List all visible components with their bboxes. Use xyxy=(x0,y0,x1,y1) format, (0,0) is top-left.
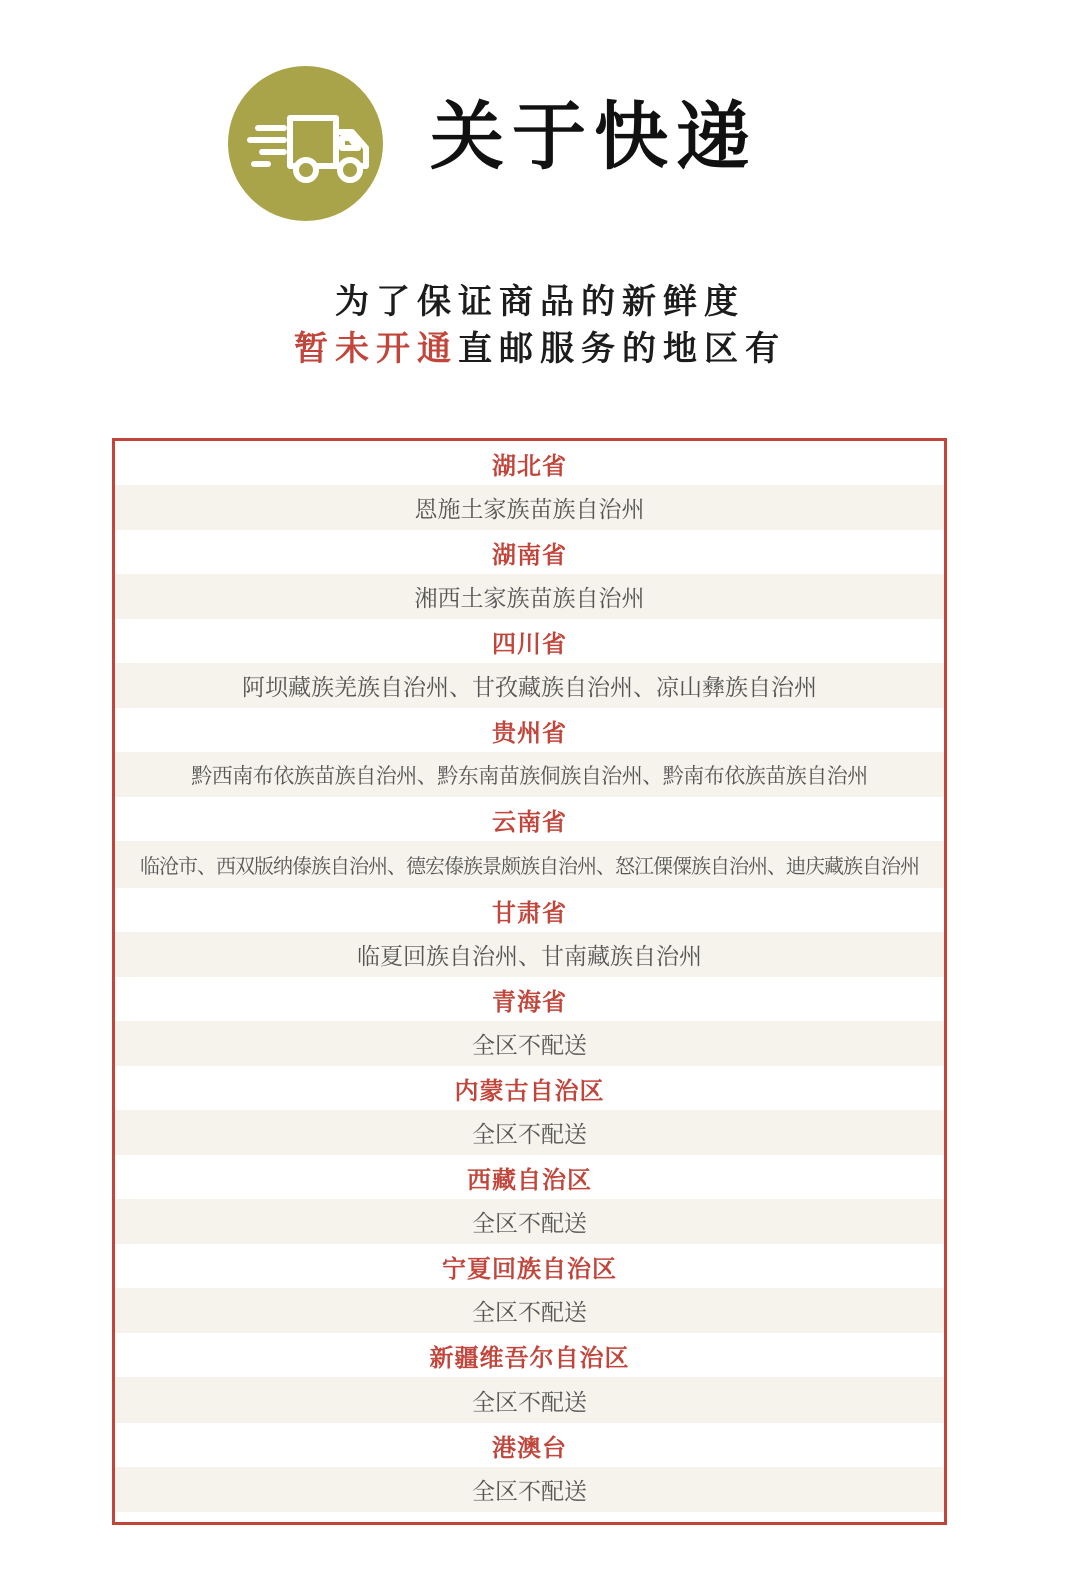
intro-line-2 xyxy=(0,327,1080,371)
no-delivery-region-table xyxy=(112,438,947,1525)
province-row: 云南省 xyxy=(115,797,944,841)
region-row: 恩施土家族苗族自治州 xyxy=(115,485,944,530)
province-row: 湖南省 xyxy=(115,530,944,574)
province-row: 内蒙古自治区 xyxy=(115,1066,944,1110)
province-row: 湖北省 xyxy=(115,441,944,485)
region-row: 全区不配送 xyxy=(115,1021,944,1066)
intro-line-1: 为了保证商品的新鲜度 xyxy=(335,282,745,322)
province-row: 四川省 xyxy=(115,619,944,663)
region-row: 全区不配送 xyxy=(115,1377,944,1423)
province-row: 宁夏回族自治区 xyxy=(115,1244,944,1288)
region-row: 临夏回族自治州、甘南藏族自治州 xyxy=(115,932,944,977)
region-row: 全区不配送 xyxy=(115,1467,944,1512)
page-title: 关于快递 xyxy=(430,94,758,180)
province-row: 港澳台 xyxy=(115,1423,944,1467)
region-row: 临沧市、西双版纳傣族自治州、德宏傣族景颇族自治州、怒江傈僳族自治州、迪庆藏族自治州 xyxy=(115,841,944,888)
region-row: 全区不配送 xyxy=(115,1110,944,1155)
header xyxy=(0,0,1080,240)
intro-highlight: 暂未开通 xyxy=(294,329,458,369)
province-row: 西藏自治区 xyxy=(115,1155,944,1199)
intro-rest: 直邮服务的地区有 xyxy=(458,329,786,369)
region-row: 黔西南布依族苗族自治州、黔东南苗族侗族自治州、黔南布依族苗族自治州 xyxy=(115,752,944,797)
province-row: 青海省 xyxy=(115,977,944,1021)
region-row: 全区不配送 xyxy=(115,1288,944,1333)
province-row: 甘肃省 xyxy=(115,888,944,932)
delivery-truck-icon xyxy=(228,66,383,221)
province-row: 贵州省 xyxy=(115,708,944,752)
region-row: 阿坝藏族羌族自治州、甘孜藏族自治州、凉山彝族自治州 xyxy=(115,663,944,708)
region-row: 全区不配送 xyxy=(115,1199,944,1244)
province-row: 新疆维吾尔自治区 xyxy=(115,1333,944,1377)
region-row: 湘西土家族苗族自治州 xyxy=(115,574,944,619)
